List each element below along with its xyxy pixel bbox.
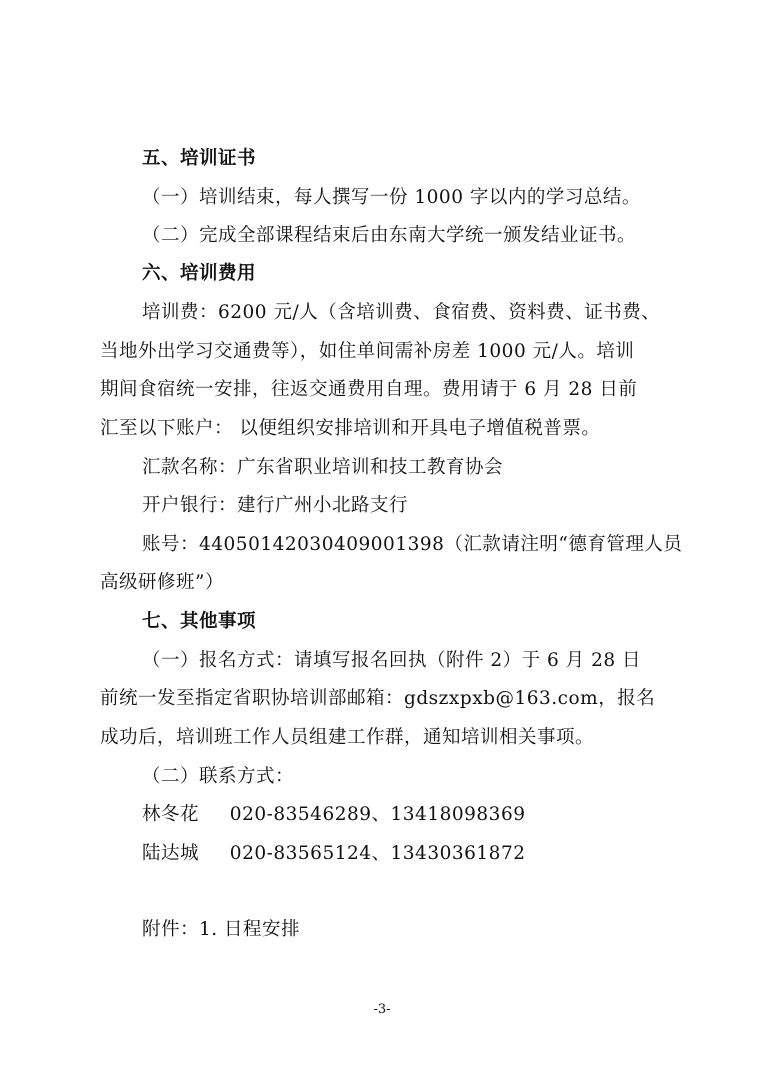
fee-line-3: 期间食宿统一安排，往返交通费用自理。费用请于 6 月 28 日前 [100,379,638,400]
page-number: -3- [373,1002,391,1017]
contact-name: 陆达城 [142,843,200,864]
fee-line-1: 培训费：6200 元/人（含培训费、食宿费、资料费、证书费、 [142,302,661,323]
registration-line-2: 前统一发至指定省职协培训部邮箱：gdszxpxb@163.com，报名 [100,688,656,709]
fee-line-4: 汇至以下账户： 以便组织安排培训和开具电子增值税普票。 [100,418,601,439]
contact-phones: 020-83546289、13418098369 [229,804,526,825]
contact-title: （二）联系方式： [142,766,295,787]
section-five-item-1: （一）培训结束，每人撰写一份 1000 字以内的学习总结。 [142,187,641,208]
contact-name: 林冬花 [142,804,200,825]
payee-name: 汇款名称：广东省职业培训和技工教育协会 [142,457,504,478]
registration-line-3: 成功后，培训班工作人员组建工作群，通知培训相关事项。 [100,727,595,748]
section-six-heading: 六、培训费用 [142,263,257,284]
section-five-item-2: （二）完成全部课程结束后由东南大学统一颁发结业证书。 [142,225,637,246]
bank-name: 开户银行：建行广州小北路支行 [142,495,409,516]
contact-row [142,802,712,828]
account-line-1: 账号：44050142030409001398（汇款请注明“德育管理人员 [142,534,683,555]
attachment-note: 附件：1. 日程安排 [142,919,301,940]
account-line-2: 高级研修班”） [100,572,224,593]
fee-line-2: 当地外出学习交通费等），如住单间需补房差 1000 元/人。培训 [100,341,635,362]
registration-line-1: （一）报名方式：请填写报名回执（附件 2）于 6 月 28 日 [142,650,641,671]
section-seven-heading: 七、其他事项 [142,611,257,632]
contact-phones: 020-83565124、13430361872 [229,843,526,864]
contact-row [142,841,712,867]
section-five-heading: 五、培训证书 [142,148,257,169]
